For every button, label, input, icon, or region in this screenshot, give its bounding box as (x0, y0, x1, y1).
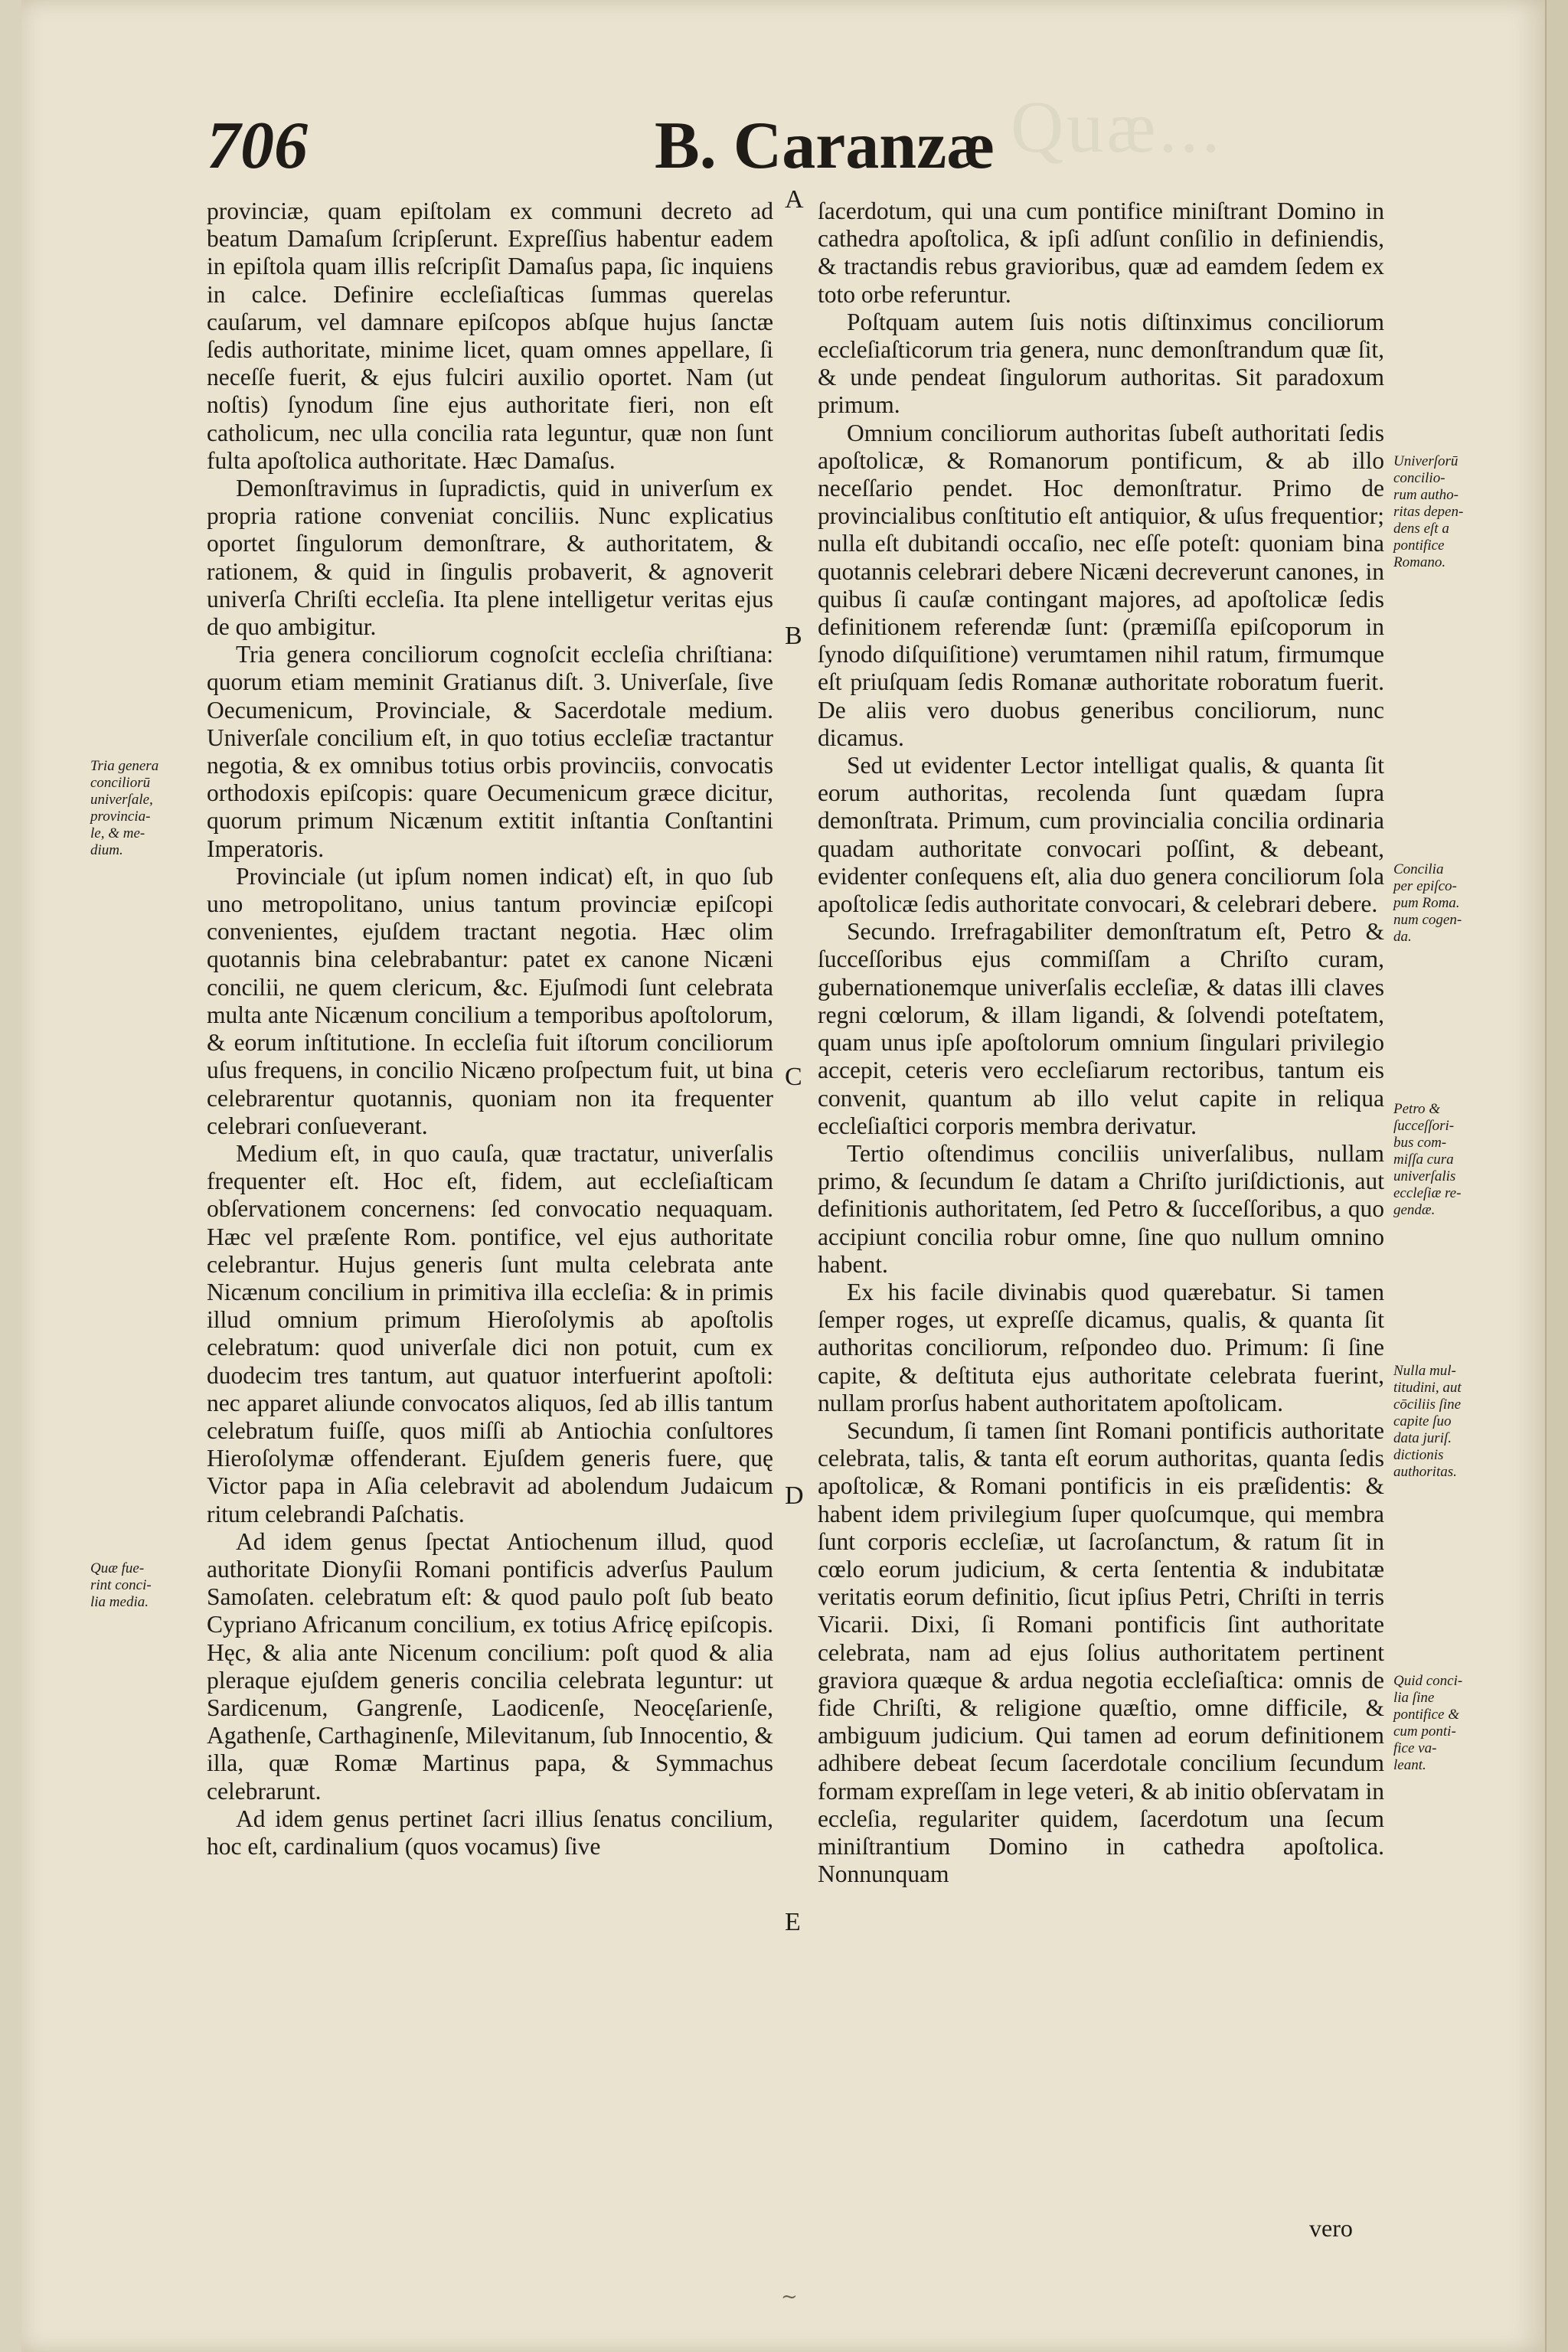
section-letter-c: C (785, 1063, 802, 1091)
margin-note-right: Nulla mul- titudini, aut cōciliis ſine capite ſuo data juriſ. dictionis authoritas. (1393, 1363, 1462, 1480)
paragraph: Poſtquam autem ſuis notis diſtinximus conciliorum eccleſiaſticorum tria genera, nunc demonſtrandum quæ ſit, & unde pendeat ſingulorum authoritas. Sit paradoxum primum. (818, 308, 1384, 419)
paragraph: Medium eſt, in quo cauſa, quæ tractatur, univerſalis frequenter eſt. Hoc eſt, fidem, aut eccleſiaſticam obſervationem concernens: ſed convocatio nequaquam. Hæc vel præſente Rom. pontifice, vel ejus authoritate celebrantur. Hujus generis ſunt multa celebrata ante Nicænum concilium in primitiva illa eccleſia: & in primis illud omnium primum Hieroſolymis ab apoſtolis celebratum: quod univerſale dici non potuit, cum ex duodecim tres tantum, aut quatuor interfuerint apoſtoli: nec apparet aliunde convocatos aliquos, ſed ab illis tantum celebratum fuiſſe, quos miſſi ab Antiochia conſultores Hieroſolymæ offenderant. Ejuſdem generis fuere, quę Victor papa in Aſia celebravit ad abolendum Judaicum ritum celebrandi Paſchatis. (207, 1139, 773, 1527)
section-letter-b: B (785, 622, 802, 650)
margin-note-left: Quæ fue- rint conci- lia media. (90, 1560, 152, 1610)
paragraph: Ex his facile divinabis quod quærebatur. Si tamen ſemper roges, ut expreſſe dicamus, qualis, & quanta ſit authoritas conciliorum, reſpondeo duo. Primum: ſi ſine capite, & deſtituta ejus authoritate celebrata fuerint, nullam prorſus habent authoritatem apoſtolicam. (818, 1278, 1384, 1416)
running-head: B. Caranzæ (655, 109, 995, 183)
paragraph: Tertio oſtendimus conciliis univerſalibus, nullam primo, & ſecundum ſe datam a Chriſto juriſdictionis, aut definitionis authoritatem, ſed Petro & ſucceſſoribus, a quo accipiunt concilia robur omne, ſine quo nullum omnino habent. (818, 1139, 1384, 1278)
paragraph: Tria genera conciliorum cognoſcit eccleſia chriſtiana: quorum etiam meminit Gratianus diſt. 3. Univerſale, ſive Oecumenicum, Provinciale, & Sacerdotale medium. Univerſale concilium eſt, in quo totius eccleſiæ tractantur negotia, & ex omnibus totius orbis provinciis, convocatis orthodoxis epiſcopis: quare Oecumenicum græce dicitur, quorum primum Nicænum extitit inſtantia Conſtantini Imperatoris. (207, 641, 773, 862)
show-through-text: Quæ... (1011, 86, 1223, 168)
left-text-column (207, 198, 773, 1860)
margin-note-left: Tria genera conciliorū univerſale, provincia- le, & me- dium. (90, 758, 159, 858)
paragraph: Ad idem genus pertinet ſacri illius ſenatus concilium, hoc eſt, cardinalium (quos vocamus) ſive (207, 1805, 773, 1860)
margin-note-right: Concilia per epiſco- pum Roma. num cogen- da. (1393, 861, 1462, 945)
decorative-mark: ~ (781, 2285, 798, 2308)
paragraph: provinciæ, quam epiſtolam ex communi decreto ad beatum Damaſum ſcripſerunt. Expreſſius habentur eadem in epiſtola quam illis reſcripſit Damaſus papa, ſic inquiens in calce. Definire eccleſiaſticas ſummas querelas cauſarum, vel damnare epiſcopos abſque hujus ſanctæ ſedis authoritate, minime licet, quam omnes appellare, ſi neceſſe fuerit, & ejus fulciri auxilio oportet. Nam (ut noſtis) ſynodum ſine ejus authoritate fieri, non eſt catholicum, nec ulla concilia rata leguntur, quæ non ſunt fulta apoſtolica authoritate. Hæc Damaſus. (207, 198, 773, 474)
paragraph: Provinciale (ut ipſum nomen indicat) eſt, in quo ſub uno metropolitano, unius tantum provinciæ epiſcopi convenientes, ejuſdem tractant negotia. Hæc olim quotannis bina celebrabantur: patet ex canone Nicæni concilii, ne quem clericum, &c. Ejuſmodi ſunt celebrata multa ante Nicænum concilium a temporibus apoſtolorum, & eorum inſtitutione. In eccleſia fuit iſtorum conciliorum uſus frequens, in concilio Nicæno proſpectum fuit, ut bina celebrarentur quotannis, quoniam non ita frequenter celebrari conſueverant. (207, 862, 773, 1139)
section-letter-a: A (785, 185, 804, 214)
page-number: 706 (207, 109, 308, 183)
section-letter-d: D (785, 1481, 804, 1510)
adjacent-page-edge (1545, 0, 1568, 2352)
paragraph: Secundo. Irrefragabiliter demonſtratum eſt, Petro & ſucceſſoribus ejus commiſſam a Chriſto curam, gubernationemque univerſalis eccleſiæ, & datas illi claves regni cœlorum, & illam ligandi, & ſolvendi poteſtatem, quam unus ipſe apoſtolorum omnium ſingulari privilegio accepit, ceteris vero eccleſiarum rectoribus, tantum eis convenit, quantum ab illo velut capite in reliqua eccleſiaſtici corporis membra derivatur. (818, 918, 1384, 1139)
paragraph: ſacerdotum, qui una cum pontifice miniſtrant Domino in cathedra apoſtolica, & ipſi adſunt conſilio in definiendis, & tractandis rebus gravioribus, quæ ad eamdem ſedem ex toto orbe referuntur. (818, 198, 1384, 308)
margin-note-right: Petro & ſucceſſori- bus com- miſſa cura univerſalis eccleſiæ re- gendæ. (1393, 1101, 1462, 1218)
paragraph: Demonſtravimus in ſupradictis, quid in univerſum ex propria ratione conveniat conciliis. Nunc explicatius oportet ſingulorum demonſtrare, & authoritatem, & rationem, & quid in ſingulis probaverit, & agnoverit univerſa Chriſti eccleſia. Ita plene intelligetur veritas ejus de quo ambigitur. (207, 475, 773, 641)
catchword: vero (1309, 2214, 1353, 2242)
margin-note-right: Quid conci- lia ſine pontifice & cum ponti- fice va- leant. (1393, 1673, 1463, 1773)
paragraph: Secundum, ſi tamen ſint Romani pontificis authoritate celebrata, talis, & tanta eſt eorum authoritas, quanta ſedis apoſtolicæ, & Romani pontificis in eis præſidentis: & habent idem privilegium ſuper quoſcumque, qui membra ſunt corporis eccleſiæ, ut ſacroſanctum, & ratum ſit in cœlo eorum judicium, & certa ſententia & indubitatæ veritatis eorum definitio, ſicut ipſius Petri, Chriſti in terris Vicarii. Dixi, ſi Romani pontificis ſint authoritate celebrata, nam ad ejus ſolius authoritatem pertinent graviora quæque & ardua negotia eccleſiaſtica: omnis de fide Chriſti, & religione quæſtio, omne difficile, & ambiguum judicium. Qui tamen ad eorum definitionem adhibere debeat ſecum ſacerdotale concilium ſecundum formam expreſſam in lege veteri, & ab initio obſervatam in eccleſia, regulariter quidem, ſacerdotum una ſecum miniſtrantium Domino in cathedra apoſtolica. Nonnunquam (818, 1416, 1385, 1888)
paragraph: Ad idem genus ſpectat Antiochenum illud, quod authoritate Dionyſii Romani pontificis adverſus Paulum Samoſaten. celebratum eſt: & quod paulo poſt ſub beato Cypriano Africanum concilium, ex totius Africę epiſcopis. Hęc, & alia ante Nicenum concilium: poſt quod & alia pleraque ejuſdem generis concilia celebrata leguntur: ut Sardicenum, Gangrenſe, Laodicenſe, Neocęſarienſe, Agathenſe, Carthaginenſe, Milevitanum, ſub Innocentio, & illa, quæ Romæ Martinus papa, & Symmachus celebrarunt. (207, 1527, 773, 1805)
paragraph: Omnium conciliorum authoritas ſubeſt authoritati ſedis apoſtolicæ, & Romanorum pontificum, & ab illo neceſſario pendet. Hoc demonſtratur. Primo de provincialibus conſtitutio eſt antiquior, & uſus frequentior; nulla eſt dubitandi occaſio, nec eſſe poteſt: quoniam bina quotannis celebrari debere Nicæni decreverunt canones, in quibus ſi cauſæ contingant majores, ad apoſtolicæ ſedis definitionem referendæ ſunt: (præmiſſa epiſcoporum in ſynodo diſquiſitione) verumtamen nihil ratum, firmumque eſt priuſquam ſedis Romanæ authoritate roboratum fuerit. De aliis vero duobus generibus conciliorum, nunc dicamus. (818, 419, 1384, 751)
margin-note-right: Univerſorū concilio- rum autho- ritas depen- dens eſt a pontifice Romano. (1393, 453, 1464, 570)
right-text-column (818, 198, 1384, 1888)
section-letter-e: E (785, 1908, 801, 1936)
paragraph: Sed ut evidenter Lector intelligat qualis, & quanta ſit eorum authoritas, recolenda ſunt quædam ſupra demonſtrata. Primum, cum provincialia concilia ordinaria quadam authoritate convocari poſſint, & debeant, evidenter conſequens eſt, alia duo genera conciliorum ſola apoſtolicæ ſedis authoritate convocari, & celebrari debere. (818, 752, 1384, 918)
